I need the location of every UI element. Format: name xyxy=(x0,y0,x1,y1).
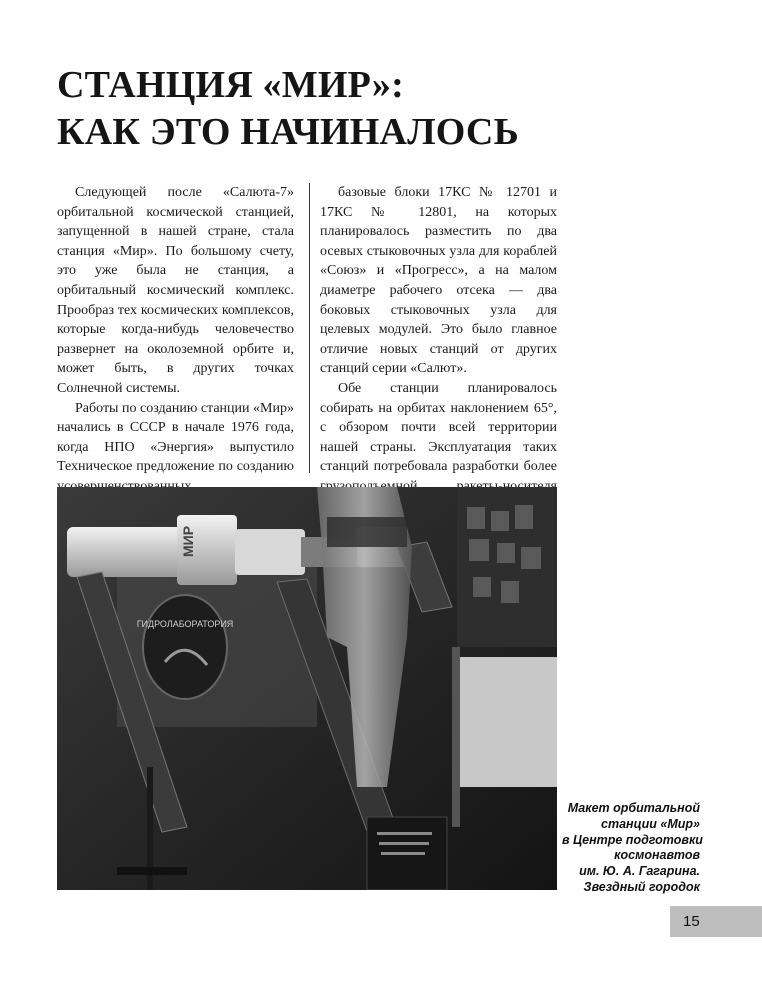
emblem-text: ГИДРОЛАБОРАТОРИЯ xyxy=(136,619,234,629)
module-label: МИР xyxy=(180,525,196,557)
paragraph: Работы по созданию станции «Мир» начались в СССР в начале 1976 года, когда НПО «Энергия» выпустило Техническое предложение по созданию xyxy=(57,400,294,475)
paragraph: базовые блоки 17КС № 12701 и 17КС № 12801, на которых планировалось разместить по два осевых стыковочных узла для кораблей «Союз» и «Прогресс», а на малом диаметре рабочего отсека — два боковых стыковочных узла для целевых модулей. Это было главное отличие новых станций от других станций серии «Салют». xyxy=(320,185,557,377)
photo-illustration xyxy=(57,487,557,890)
title-line-1: СТАНЦИЯ «МИР»: xyxy=(57,64,404,106)
page-title xyxy=(57,62,717,156)
caption-line: им. Ю. А. Гагарина. xyxy=(579,864,700,879)
space-station-model-photo xyxy=(57,487,557,890)
page-number-tab xyxy=(670,906,762,937)
caption-line: Звездный городок xyxy=(583,879,700,894)
caption-line: Макет орбитальной xyxy=(567,801,700,815)
caption-line: космонавтов xyxy=(614,848,700,863)
title-line-2: КАК ЭТО НАЧИНАЛОСЬ xyxy=(57,111,519,153)
paragraph: Обе станции планировалось собирать на орбитах наклонением 65°, с обзором почти всей территории нашей страны. Эксплуатация таких станций потребовала разработки более xyxy=(320,380,557,475)
caption-line: в Центре подготовки xyxy=(562,832,703,847)
caption-line: станции «Мир» xyxy=(601,816,700,831)
paragraph: Следующей после «Салюта-7» орбитальной космической станцией, запущенной в нашей стране, стала станция «Мир». По большому счету, это уже была не станция, а орбитальный космический комплекс. Прообраз тех космических комплексов, которые когда-нибудь человечество развернет на околоземной орбите и, может быть, в других точках Солнечной системы. xyxy=(57,185,294,396)
text-column-right xyxy=(320,183,557,536)
photo-caption xyxy=(562,801,703,896)
column-divider xyxy=(309,183,310,473)
page-number: 15 xyxy=(683,913,700,930)
